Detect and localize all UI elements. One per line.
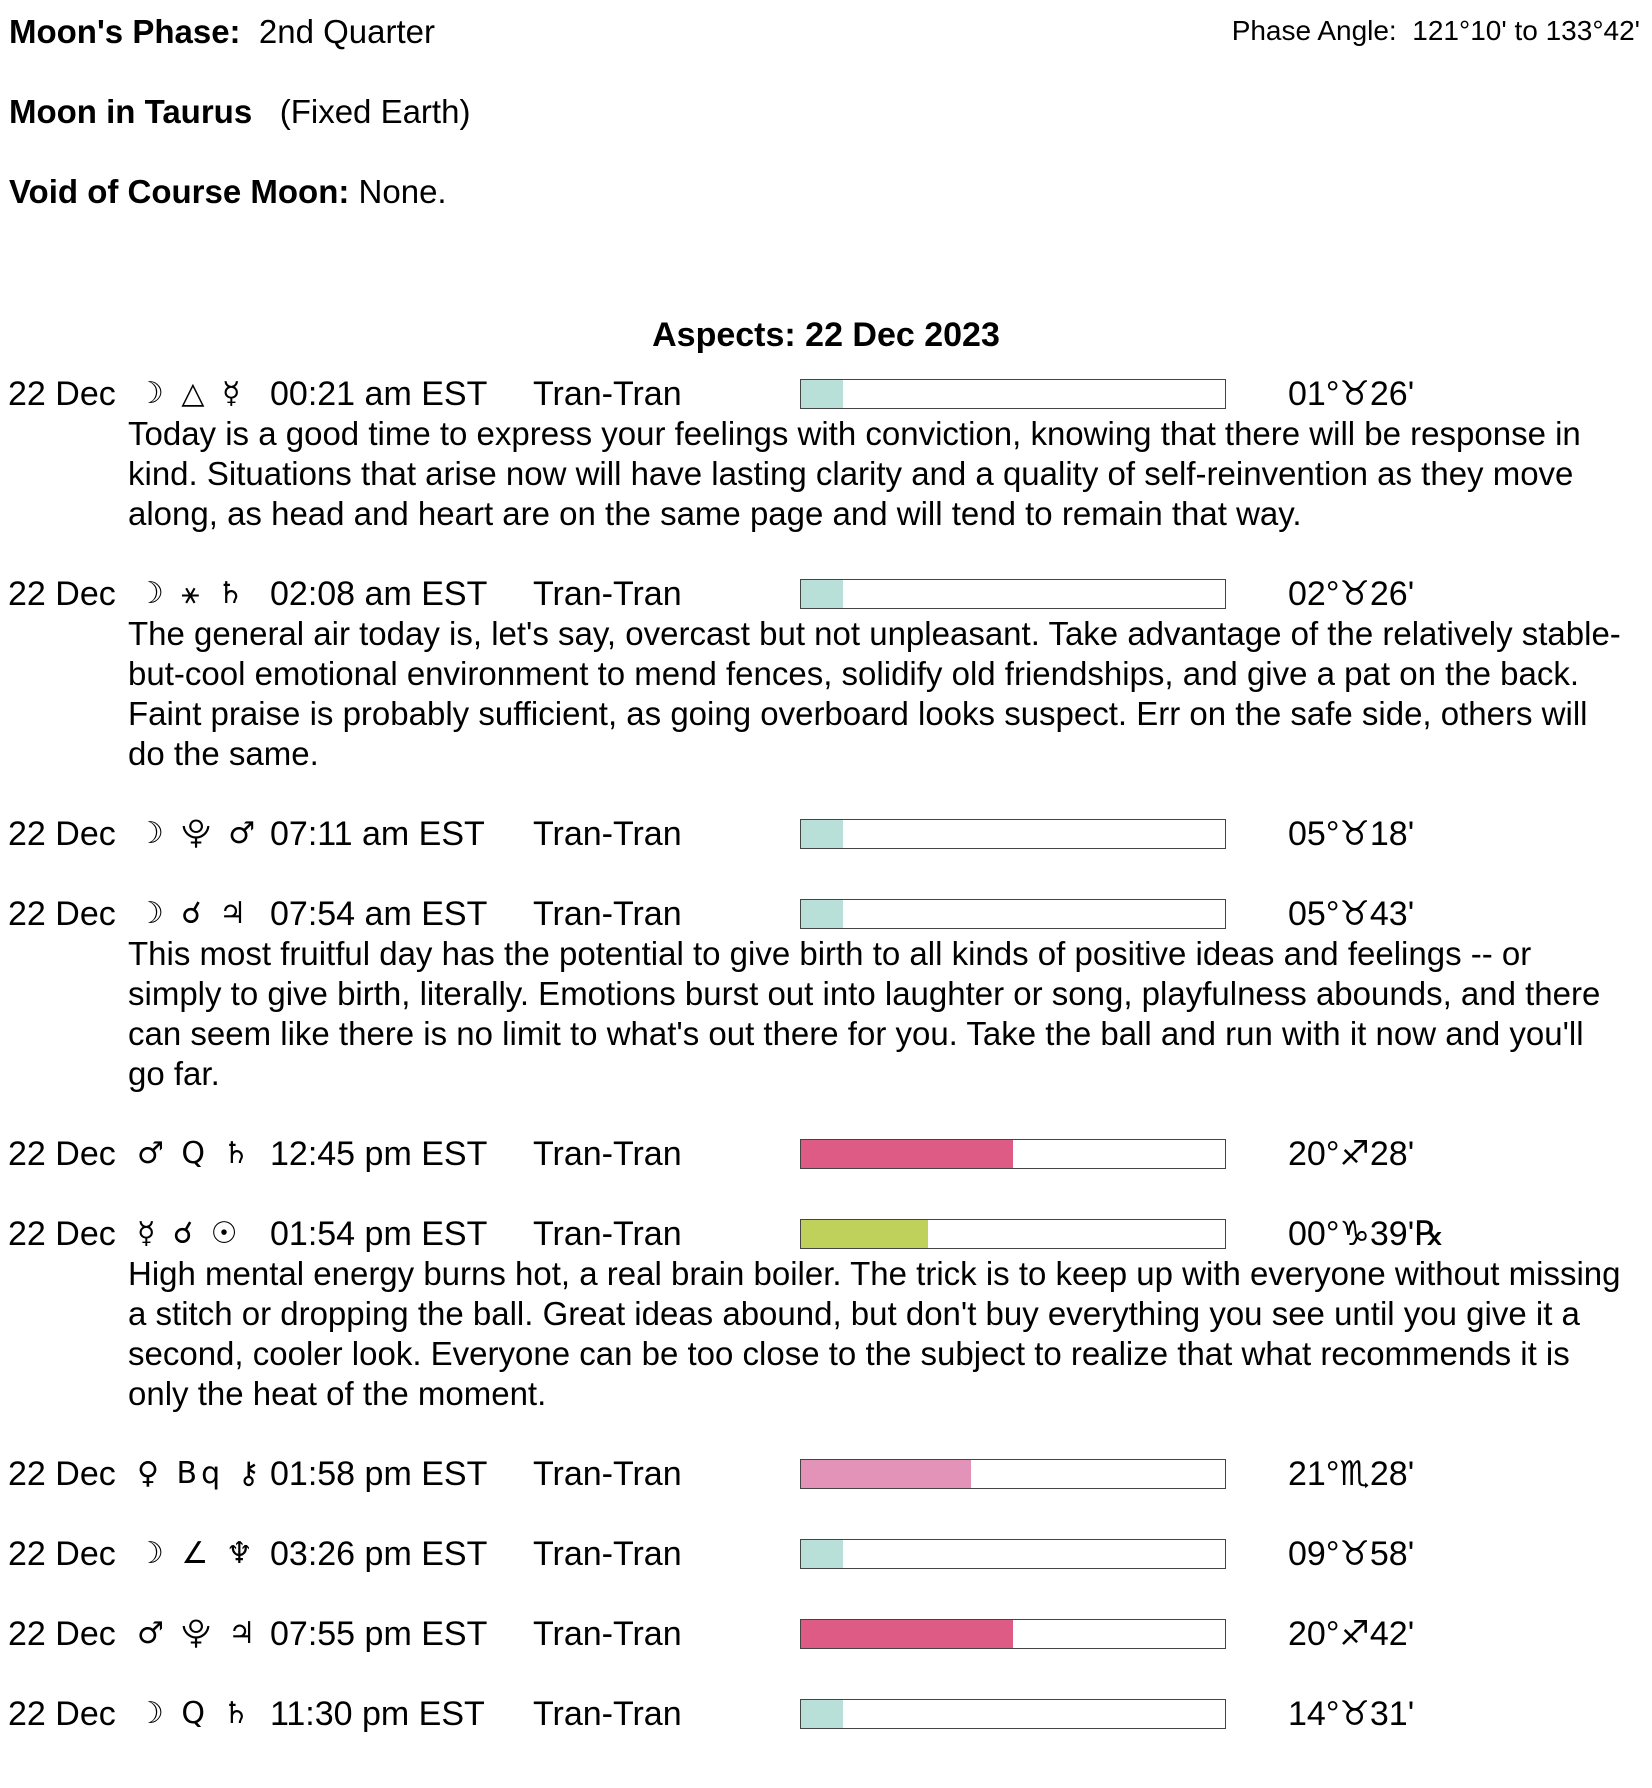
aspect-date: 22 Dec <box>8 1215 116 1253</box>
aspect-entry <box>0 1134 1652 1214</box>
aspect-strength-bar <box>800 1219 1226 1249</box>
aspect-glyphs: ☽ ☌ ♃ <box>137 896 251 931</box>
aspect-glyphs: ☽ ∠ ♆ <box>137 1536 257 1571</box>
moon-sign-label: Moon in Taurus <box>9 93 253 130</box>
aspect-row <box>0 574 1652 614</box>
aspect-strength-fill <box>801 1700 843 1728</box>
aspect-date: 22 Dec <box>8 1135 116 1173</box>
void-of-course-label: Void of Course Moon: <box>9 173 350 210</box>
aspect-description: Today is a good time to express your feelings with conviction, knowing that there will be response in kind. Situations that arise now will have lasting clarity and a quality of self-reinvention as they move along, as head and heart are on the same page and will tend to remain that way. <box>128 415 1581 532</box>
aspect-glyphs: ☽ Q ♄ <box>137 1696 254 1731</box>
aspect-entry <box>0 1214 1652 1454</box>
moon-phase-line <box>9 12 435 52</box>
aspect-strength-fill <box>801 1540 843 1568</box>
aspect-strength-fill <box>801 1460 971 1488</box>
moon-sign-value: (Fixed Earth) <box>279 93 471 130</box>
aspect-type: Tran-Tran <box>533 575 682 613</box>
aspect-time: 07:54 am EST <box>270 895 488 933</box>
void-of-course-value: None. <box>358 173 447 210</box>
aspect-glyphs: ♀ Bq ⚷ <box>137 1456 264 1491</box>
aspect-strength-fill <box>801 380 843 408</box>
aspect-glyphs: ☽ △ ☿ <box>137 376 245 411</box>
aspect-position: 05°♉18' <box>1288 815 1415 853</box>
aspect-entry <box>0 1614 1652 1694</box>
aspect-row <box>0 374 1652 414</box>
moon-sign-line <box>9 92 470 132</box>
moon-phase-label: Moon's Phase: <box>9 13 241 50</box>
aspect-type: Tran-Tran <box>533 895 682 933</box>
aspect-strength-bar <box>800 379 1226 409</box>
aspect-strength-fill <box>801 580 843 608</box>
aspect-type: Tran-Tran <box>533 375 682 413</box>
aspect-row <box>0 1214 1652 1254</box>
aspect-position: 21°♏28' <box>1288 1455 1415 1493</box>
aspect-strength-bar <box>800 819 1226 849</box>
aspect-glyphs: ☿ ☌ ☉ <box>137 1216 242 1251</box>
aspect-strength-fill <box>801 820 843 848</box>
aspect-entry <box>0 1454 1652 1534</box>
aspect-time: 00:21 am EST <box>270 375 488 413</box>
aspect-description: High mental energy burns hot, a real brain boiler. The trick is to keep up with everyone without missing a stitch or dropping the ball. Great ideas abound, but don't buy everything you see until you give it a second, cooler look. Everyone can be too close to the subject to realize that what recommends it is only the heat of the moment. <box>128 1255 1621 1412</box>
aspect-position: 20°♐42' <box>1288 1615 1415 1653</box>
aspect-date: 22 Dec <box>8 375 116 413</box>
aspect-glyphs: ☽ ⯓ ♂ <box>137 816 260 851</box>
aspect-glyphs: ☽ ⚹ ♄ <box>137 576 248 611</box>
aspect-description: The general air today is, let's say, overcast but not unpleasant. Take advantage of the relatively stable-but-cool emotional environment to mend fences, solidify old friendships, and give a pat on the back. Faint praise is probably sufficient, as going overboard looks suspect. Err on the safe side, others will do the same. <box>128 615 1621 772</box>
aspect-position: 00°♑39'℞ <box>1288 1215 1445 1253</box>
phase-angle-value: 121°10' to 133°42' <box>1412 15 1640 46</box>
aspects-list <box>0 374 1652 1734</box>
aspect-row <box>0 1534 1652 1574</box>
aspect-entry <box>0 1534 1652 1614</box>
aspect-row <box>0 1614 1652 1654</box>
aspect-position: 01°♉26' <box>1288 375 1415 413</box>
aspect-time: 01:58 pm EST <box>270 1455 488 1493</box>
phase-angle-label: Phase Angle: <box>1231 15 1397 46</box>
aspect-glyphs: ♂ ⯓ ♃ <box>137 1616 260 1651</box>
aspect-time: 03:26 pm EST <box>270 1535 488 1573</box>
aspect-date: 22 Dec <box>8 1695 116 1733</box>
aspect-type: Tran-Tran <box>533 1135 682 1173</box>
aspect-type: Tran-Tran <box>533 1695 682 1733</box>
aspect-strength-bar <box>800 579 1226 609</box>
aspect-strength-bar <box>800 1699 1226 1729</box>
aspect-date: 22 Dec <box>8 575 116 613</box>
aspect-row <box>0 1694 1652 1734</box>
void-of-course-line <box>9 172 447 212</box>
phase-angle <box>1232 12 1640 50</box>
aspect-row <box>0 1454 1652 1494</box>
aspects-title: Aspects: 22 Dec 2023 <box>652 316 1000 354</box>
aspect-type: Tran-Tran <box>533 1535 682 1573</box>
aspect-time: 12:45 pm EST <box>270 1135 488 1173</box>
aspect-strength-bar <box>800 1459 1226 1489</box>
aspect-glyphs: ♂ Q ♄ <box>137 1136 254 1171</box>
aspect-strength-fill <box>801 1220 928 1248</box>
aspect-entry <box>0 374 1652 574</box>
aspect-time: 07:55 pm EST <box>270 1615 488 1653</box>
aspect-time: 11:30 pm EST <box>270 1695 485 1733</box>
aspect-row <box>0 894 1652 934</box>
aspect-date: 22 Dec <box>8 1615 116 1653</box>
aspect-type: Tran-Tran <box>533 1615 682 1653</box>
aspect-entry <box>0 814 1652 894</box>
aspect-time: 07:11 am EST <box>270 815 485 853</box>
aspect-time: 01:54 pm EST <box>270 1215 488 1253</box>
aspect-strength-bar <box>800 899 1226 929</box>
aspect-strength-fill <box>801 900 843 928</box>
aspect-entry <box>0 894 1652 1134</box>
aspect-type: Tran-Tran <box>533 1215 682 1253</box>
aspect-position: 09°♉58' <box>1288 1535 1415 1573</box>
aspect-strength-bar <box>800 1139 1226 1169</box>
aspect-strength-fill <box>801 1620 1013 1648</box>
aspect-time: 02:08 am EST <box>270 575 488 613</box>
aspect-entry <box>0 574 1652 814</box>
aspect-type: Tran-Tran <box>533 815 682 853</box>
aspect-description: This most fruitful day has the potential to give birth to all kinds of positive ideas and feelings -- or simply to give birth, literally. Emotions burst out into laughter or song, playfulness abounds, and there can seem like there is no limit to what's out there for you. Take the ball and run with it now and you'll go far. <box>128 935 1601 1092</box>
aspect-date: 22 Dec <box>8 815 116 853</box>
aspect-position: 02°♉26' <box>1288 575 1415 613</box>
aspect-position: 20°♐28' <box>1288 1135 1415 1173</box>
moon-phase-value: 2nd Quarter <box>258 13 436 50</box>
aspect-position: 05°♉43' <box>1288 895 1415 933</box>
aspect-entry <box>0 1694 1652 1734</box>
aspect-date: 22 Dec <box>8 1455 116 1493</box>
aspect-strength-fill <box>801 1140 1013 1168</box>
aspect-position: 14°♉31' <box>1288 1695 1415 1733</box>
aspect-type: Tran-Tran <box>533 1455 682 1493</box>
aspect-date: 22 Dec <box>8 1535 116 1573</box>
aspect-strength-bar <box>800 1619 1226 1649</box>
aspect-strength-bar <box>800 1539 1226 1569</box>
aspect-date: 22 Dec <box>8 895 116 933</box>
aspect-row <box>0 1134 1652 1174</box>
aspect-row <box>0 814 1652 854</box>
